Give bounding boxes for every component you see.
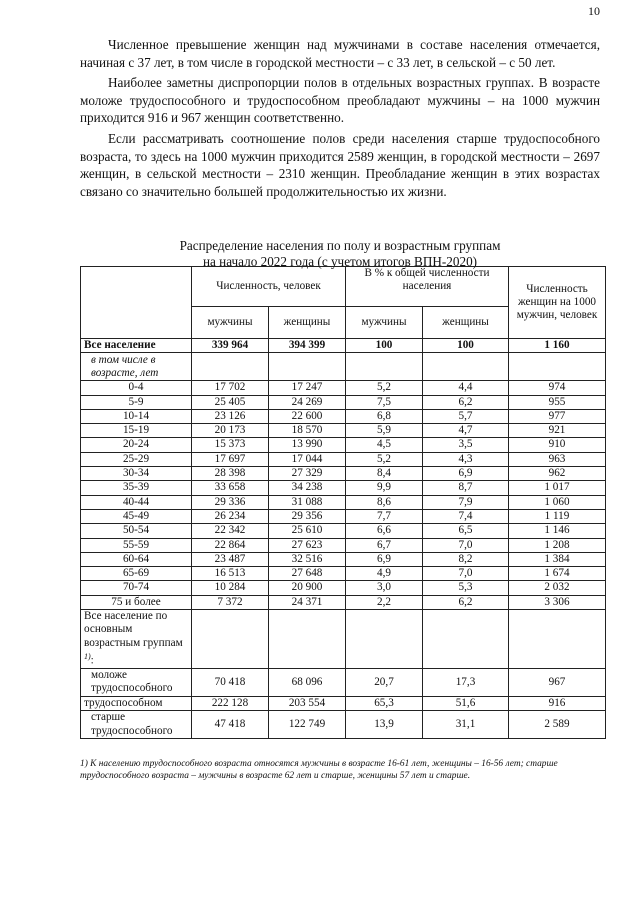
women-count: 34 238 [269,481,346,495]
men-count: 10 284 [192,581,269,595]
men-pct: 6,6 [346,524,423,538]
table-row [81,481,606,495]
table-row [81,424,606,438]
men-pct: 6,8 [346,409,423,423]
table-row-group [81,711,606,739]
age-label: 60-64 [81,552,192,566]
women-count: 25 610 [269,524,346,538]
paragraph: Наиболее заметны диспропорции полов в отдельных возрастных группах. В возрасте моложе трудоспособного и трудоспособном преобладают мужчины – на 1000 мужчин приходится 916 и 967 женщин соответственно. [80,75,600,126]
ratio: 962 [509,467,606,481]
women-pct: 7,4 [423,509,509,523]
women-pct: 6,2 [423,395,509,409]
empty-cell [346,610,423,669]
ratio: 1 208 [509,538,606,552]
men-count: 23 487 [192,552,269,566]
total-ratio: 1 160 [509,339,606,353]
ratio: 910 [509,438,606,452]
ratio: 1 384 [509,552,606,566]
women-pct: 6,9 [423,467,509,481]
population-table [80,266,606,739]
age-label: 20-24 [81,438,192,452]
age-label: 50-54 [81,524,192,538]
ratio: 2 589 [509,711,606,739]
men-pct: 6,7 [346,538,423,552]
total-men: 339 964 [192,339,269,353]
women-pct: 5,3 [423,581,509,595]
table-row [81,467,606,481]
ratio: 1 017 [509,481,606,495]
men-count: 25 405 [192,395,269,409]
table-row [81,552,606,566]
ratio: 955 [509,395,606,409]
group-label: старше трудоспособного [81,711,192,739]
women-count: 32 516 [269,552,346,566]
empty-cell [269,610,346,669]
header-women-pct: женщины [423,307,509,339]
table-row [81,452,606,466]
group-label: трудоспособном [81,696,192,710]
ratio: 3 306 [509,595,606,609]
women-count: 24 371 [269,595,346,609]
caption-line: на начало 2022 года (с учетом итогов ВПН-2020) [202,254,478,269]
age-subheader: в том числе в возрасте, лет [81,353,192,381]
total-women-pct: 100 [423,339,509,353]
table-row [81,438,606,452]
table-row [81,595,606,609]
footnote-mark: 1) [84,651,91,661]
header-count-group: Численность, человек [192,267,346,307]
empty-cell [192,610,269,669]
women-pct: 4,4 [423,381,509,395]
women-count: 17 044 [269,452,346,466]
ratio: 974 [509,381,606,395]
ratio: 977 [509,409,606,423]
women-pct: 5,7 [423,409,509,423]
women-pct: 6,2 [423,595,509,609]
table-row [81,381,606,395]
age-label: 40-44 [81,495,192,509]
women-pct: 51,6 [423,696,509,710]
women-pct: 17,3 [423,668,509,696]
header-men: мужчины [192,307,269,339]
men-count: 15 373 [192,438,269,452]
women-pct: 4,3 [423,452,509,466]
header-blank [81,267,192,339]
men-count: 222 128 [192,696,269,710]
men-count: 70 418 [192,668,269,696]
header-men-pct: мужчины [346,307,423,339]
page-number: 10 [588,4,600,18]
women-pct: 8,7 [423,481,509,495]
men-count: 20 173 [192,424,269,438]
age-label: 15-19 [81,424,192,438]
women-pct: 3,5 [423,438,509,452]
men-pct: 4,5 [346,438,423,452]
women-count: 203 554 [269,696,346,710]
age-label: 25-29 [81,452,192,466]
men-count: 47 418 [192,711,269,739]
age-label: 35-39 [81,481,192,495]
women-count: 22 600 [269,409,346,423]
ratio: 2 032 [509,581,606,595]
table-row [81,495,606,509]
women-pct: 31,1 [423,711,509,739]
women-count: 13 990 [269,438,346,452]
table-row [81,581,606,595]
men-pct: 7,5 [346,395,423,409]
women-count: 24 269 [269,395,346,409]
women-count: 31 088 [269,495,346,509]
age-label: 55-59 [81,538,192,552]
men-count: 28 398 [192,467,269,481]
men-pct: 3,0 [346,581,423,595]
paragraph: Численное превышение женщин над мужчинами в составе населения отмечается, начиная с 37 лет, в том числе в городской местности – с 33 лет, в сельской – с 50 лет. [80,37,600,70]
women-count: 20 900 [269,581,346,595]
men-count: 29 336 [192,495,269,509]
men-pct: 7,7 [346,509,423,523]
women-count: 27 329 [269,467,346,481]
ratio: 963 [509,452,606,466]
women-count: 17 247 [269,381,346,395]
men-pct: 2,2 [346,595,423,609]
ratio: 1 119 [509,509,606,523]
men-pct: 8,4 [346,467,423,481]
men-pct: 20,7 [346,668,423,696]
women-pct: 8,2 [423,552,509,566]
table-row [81,509,606,523]
ratio: 1 060 [509,495,606,509]
men-pct: 65,3 [346,696,423,710]
age-label: 10-14 [81,409,192,423]
empty-cell [423,610,509,669]
women-count: 29 356 [269,509,346,523]
women-count: 27 648 [269,567,346,581]
men-count: 17 697 [192,452,269,466]
age-label: 70-74 [81,581,192,595]
men-pct: 5,9 [346,424,423,438]
men-count: 7 372 [192,595,269,609]
women-pct: 7,0 [423,538,509,552]
women-pct: 7,9 [423,495,509,509]
ratio: 1 674 [509,567,606,581]
age-label: 65-69 [81,567,192,581]
men-pct: 5,2 [346,452,423,466]
header-women: женщины [269,307,346,339]
men-pct: 8,6 [346,495,423,509]
men-pct: 4,9 [346,567,423,581]
total-men-pct: 100 [346,339,423,353]
men-count: 26 234 [192,509,269,523]
men-pct: 13,9 [346,711,423,739]
table-row [81,538,606,552]
women-pct: 6,5 [423,524,509,538]
men-count: 33 658 [192,481,269,495]
women-count: 18 570 [269,424,346,438]
men-count: 22 342 [192,524,269,538]
age-label: 0-4 [81,381,192,395]
ratio: 921 [509,424,606,438]
men-count: 16 513 [192,567,269,581]
men-pct: 6,9 [346,552,423,566]
ratio: 1 146 [509,524,606,538]
age-label: 30-34 [81,467,192,481]
header-percent-group: В % к общей численности населения [346,267,509,307]
men-pct: 5,2 [346,381,423,395]
women-count: 122 749 [269,711,346,739]
men-count: 23 126 [192,409,269,423]
header-ratio: Численность женщин на 1000 мужчин, человек [509,267,606,339]
men-count: 17 702 [192,381,269,395]
table-row [81,395,606,409]
ratio: 916 [509,696,606,710]
groups-subheader: Все население по основным возрастным группам $^{1)}$: [81,610,192,669]
table-row-groups-subheader [81,610,606,669]
table-row-total [81,339,606,353]
group-label: моложе трудоспособного [81,668,192,696]
women-count: 27 623 [269,538,346,552]
table-row [81,524,606,538]
table-row [81,409,606,423]
total-women: 394 399 [269,339,346,353]
age-label: 5-9 [81,395,192,409]
table-row-group [81,696,606,710]
empty-cell [509,610,606,669]
age-label: 45-49 [81,509,192,523]
age-label: 75 и более [81,595,192,609]
women-pct: 7,0 [423,567,509,581]
men-count: 22 864 [192,538,269,552]
men-pct: 9,9 [346,481,423,495]
paragraph: Если рассматривать соотношение полов среди населения старше трудоспособного возраста, то здесь на 1000 мужчин приходится 2589 женщин, в городской местности – 2697 женщин, в сельской местности – 2310 женщин. Преобладание женщин в этих возрастах связано со значительно большей продолжительностью их жизни. [80,130,600,199]
footnote: 1) К населению трудоспособного возраста относятся мужчины в возрасте 16-61 лет, женщины – 16-56 лет; старше трудоспособного возраста – мужчины в возрасте 62 лет и старше, женщины 57 лет и старше. [80,759,558,781]
table-row-age-subheader [81,353,606,381]
table-row-group [81,668,606,696]
women-pct: 4,7 [423,424,509,438]
table-row [81,567,606,581]
ratio: 967 [509,668,606,696]
body-text [80,36,600,203]
caption-line: Распределение населения по полу и возрастным группам [179,238,501,253]
women-count: 68 096 [269,668,346,696]
total-label: Все население [81,339,192,353]
